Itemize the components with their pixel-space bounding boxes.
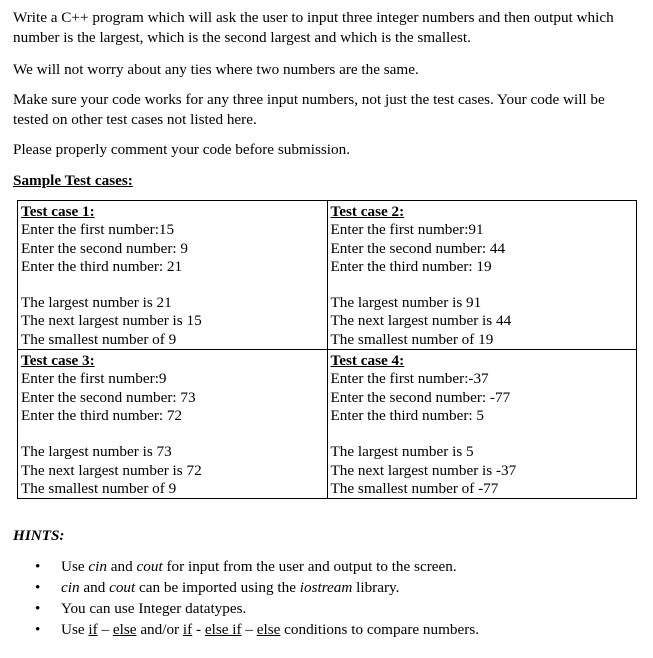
hint-text: Use xyxy=(61,621,89,638)
test-case-input-line: Enter the third number: 21 xyxy=(21,257,183,275)
hint-text: can be imported using the xyxy=(135,579,300,596)
hint-keyword: else if xyxy=(204,621,242,638)
test-case-output-line: The smallest number of -77 xyxy=(330,479,499,497)
test-case-output-line: The next largest number is 15 xyxy=(21,312,202,330)
test-case-input-line: Enter the first number:91 xyxy=(330,221,484,239)
hint-text: and/or xyxy=(136,621,183,638)
test-case-input-line: Enter the first number:15 xyxy=(21,221,175,239)
hint-code: iostream xyxy=(299,579,353,596)
test-case-input-line: Enter the third number: 72 xyxy=(21,406,183,424)
bullet-icon: • xyxy=(35,621,41,638)
hint-code: cout xyxy=(109,579,136,596)
bullet-icon: • xyxy=(35,558,41,575)
test-case-4-cell xyxy=(327,350,637,499)
hints-list xyxy=(35,556,635,640)
bullet-icon: • xyxy=(35,600,41,617)
hint-text: - xyxy=(192,621,205,638)
intro-paragraph-3: Make sure your code works for any three input numbers, not just the test cases. Your code will be tested on other test cases not listed here. xyxy=(13,91,605,128)
hint-code: cin xyxy=(61,579,80,596)
test-case-input-line: Enter the second number: -77 xyxy=(330,388,511,406)
test-case-input-line: Enter the second number: 73 xyxy=(21,388,196,406)
hint-text: – xyxy=(97,621,113,638)
test-case-output-line: The next largest number is -37 xyxy=(330,461,517,479)
hint-text: You can use Integer datatypes. xyxy=(61,600,247,617)
bullet-icon: • xyxy=(35,579,41,596)
test-cases-table xyxy=(17,200,637,499)
hint-text: library. xyxy=(352,579,400,596)
test-case-output-line: The smallest number of 19 xyxy=(330,330,494,348)
hint-text: and xyxy=(79,579,110,596)
intro-paragraph-2: We will not worry about any ties where two numbers are the same. xyxy=(13,61,419,78)
hint-keyword: else xyxy=(112,621,137,638)
hint-text: – xyxy=(241,621,257,638)
table-row xyxy=(18,201,637,350)
hint-text: and xyxy=(106,558,137,575)
test-case-title: Test case 4: xyxy=(330,352,405,370)
test-case-title: Test case 2: xyxy=(330,203,405,220)
test-case-output-line: The largest number is 5 xyxy=(330,443,474,461)
intro-paragraph-1: Write a C++ program which will ask the user to input three integer numbers and then output which number is the largest, which is the second largest and which is the smallest. xyxy=(13,9,614,46)
test-case-3-cell xyxy=(18,350,328,499)
test-case-output-line: The largest number is 73 xyxy=(21,443,172,461)
list-item xyxy=(35,556,635,577)
test-case-title: Test case 3: xyxy=(21,352,95,370)
test-case-input-line: Enter the third number: 19 xyxy=(330,257,492,275)
test-case-output-line: The smallest number of 9 xyxy=(21,330,177,348)
sample-test-cases-heading: Sample Test cases: xyxy=(13,172,133,189)
test-case-output-line: The next largest number is 44 xyxy=(330,312,512,330)
table-row xyxy=(18,350,637,499)
test-case-input-line: Enter the third number: 5 xyxy=(330,406,485,424)
list-item xyxy=(35,577,635,598)
test-case-input-line: Enter the first number:-37 xyxy=(330,370,489,388)
hint-keyword: if xyxy=(182,621,193,638)
list-item xyxy=(35,619,635,640)
test-case-1-cell xyxy=(18,201,328,350)
test-case-output-line: The smallest number of 9 xyxy=(21,479,177,497)
test-case-output-line: The largest number is 21 xyxy=(21,294,172,312)
test-case-2-cell xyxy=(327,201,637,350)
hint-keyword: if xyxy=(88,621,98,638)
list-item xyxy=(35,598,635,619)
test-case-input-line: Enter the second number: 44 xyxy=(330,239,506,257)
test-case-input-line: Enter the first number:9 xyxy=(21,370,167,388)
hints-heading: HINTS: xyxy=(13,527,65,544)
test-case-output-line: The largest number is 91 xyxy=(330,294,482,312)
intro-paragraph-4: Please properly comment your code before submission. xyxy=(13,141,350,158)
test-case-title: Test case 1: xyxy=(21,203,95,220)
hint-text: for input from the user and output to the screen. xyxy=(162,558,457,575)
hint-keyword: else xyxy=(256,621,281,638)
hint-code: cin xyxy=(88,558,107,575)
hint-text: conditions to compare numbers. xyxy=(280,621,480,638)
hint-text: Use xyxy=(61,558,89,575)
hint-code: cout xyxy=(136,558,163,575)
test-case-input-line: Enter the second number: 9 xyxy=(21,239,189,257)
test-case-output-line: The next largest number is 72 xyxy=(21,461,202,479)
